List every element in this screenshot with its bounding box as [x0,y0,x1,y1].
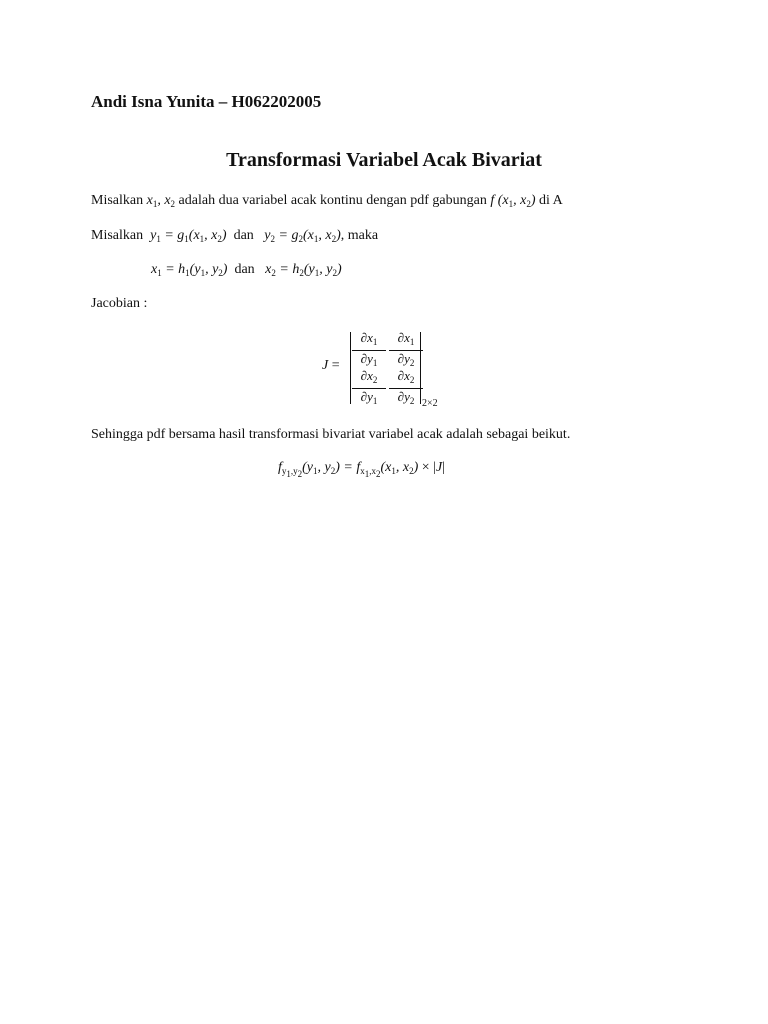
paragraph-transform: Misalkan $y_1 = g_1(x_1$, $x_2$) dan $y_2 = g_2(x_1$, $x_2$), maka [91,228,379,244]
matrix-size: 2×2 [422,398,438,409]
jacobian-label: Jacobian : [91,296,148,311]
text-definition: adalah dua variabel acak kontinu dengan pdf gabungan [178,193,487,208]
text-maka: , maka [340,228,379,243]
text-di-a: di A [539,193,563,208]
jacobian-symbol: J [322,358,329,373]
text-misalkan-1: Misalkan [91,193,144,208]
result-formula: $f_{y_1,y_2}(y_1$, $y_2) = f_{x_1,x_2}(x_1$, $x_2) \times |J|$ [278,460,446,479]
paragraph-definition: Misalkan $x_1$, $x_2$ adalah dua variabel acak kontinu dengan pdf gabungan f ($x_1$, $x_2$) di A [91,193,563,209]
text-dan-1: dan [233,228,254,243]
page-title: Transformasi Variabel Acak Bivariat [226,149,542,171]
inverse-transform: $x_1 = h_1(y_1$, $y_2$) dan $x_2 = h_2(y_1$, $y_2$) [151,262,342,278]
paragraph-conclusion: Sehingga pdf bersama hasil transformasi bivariat variabel acak adalah sebagai beikut. [91,427,571,442]
author-line: Andi Isna Yunita – H062202005 [91,92,322,111]
text-dan-2: dan [234,262,255,277]
jacobian-matrix: J = $\frac{\partial x_1}{\partial y_1}$ $\frac{\partial x_1}{\partial y_2}$ $\frac{\partial x_2}{\partial y_1}$ $\frac{\partial x_2}{\partial y_2}$ 2×2 [322,330,438,409]
text-misalkan-2: Misalkan [91,228,144,243]
